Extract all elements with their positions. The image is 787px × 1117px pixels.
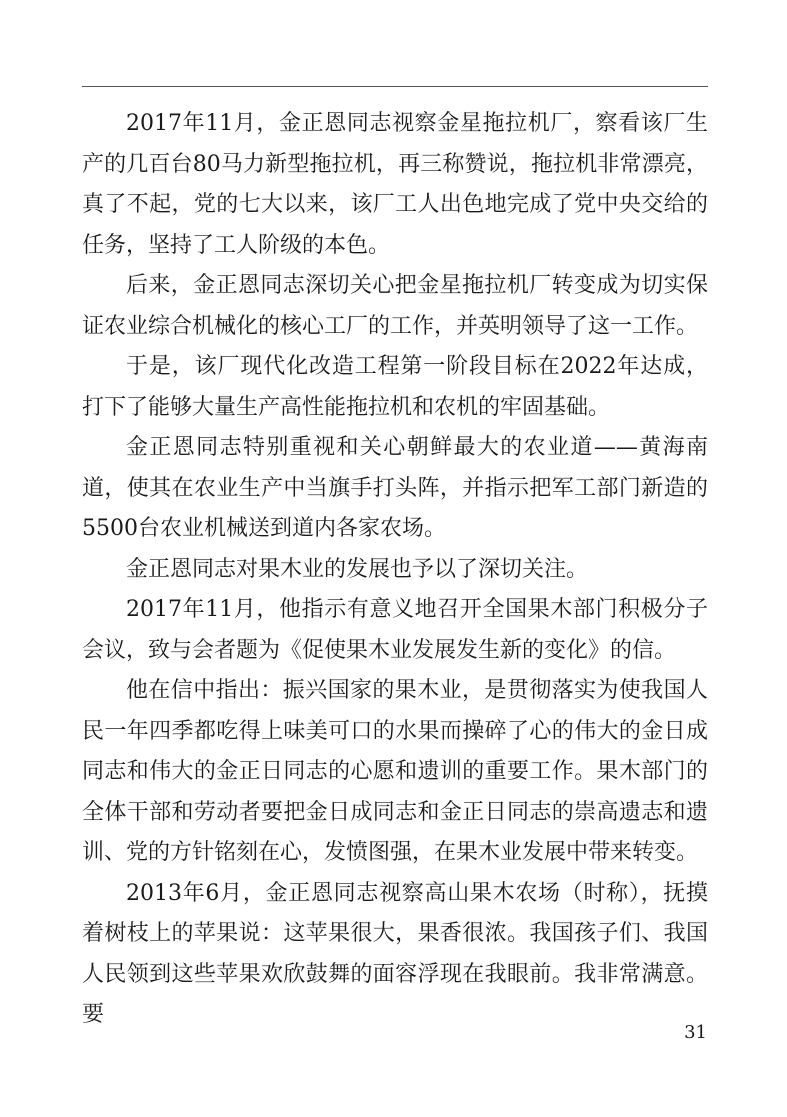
body-text <box>82 104 708 1036</box>
header-rule <box>82 86 708 87</box>
paragraph-2: 后来，金正恩同志深切关心把金星拖拉机厂转变成为切实保证农业综合机械化的核心工厂的工作，并英明领导了这一工作。 <box>82 273 708 339</box>
paragraph-6: 2017年11月，他指示有意义地召开全国果木部门积极分子会议，致与会者题为《促使果木业发展发生新的变化》的信。 <box>82 597 708 663</box>
paragraph-5: 金正恩同志对果木业的发展也予以了深切关注。 <box>126 556 589 582</box>
page-number: 31 <box>684 1022 707 1043</box>
paragraph-8: 2013年6月，金正恩同志视察高山果木农场（时称），抚摸着树枝上的苹果说：这苹果很大，果香很浓。我国孩子们、我国人民领到这些苹果欢欣鼓舞的面容浮现在我眼前。我非常满意。要 <box>82 880 708 1027</box>
paragraph-1: 2017年11月，金正恩同志视察金星拖拉机厂，察看该厂生产的几百台80马力新型拖拉机，再三称赞说，拖拉机非常漂亮，真了不起，党的七大以来，该厂工人出色地完成了党中央交给的任务，坚持了工人阶级的本色。 <box>82 111 708 258</box>
paragraph-4: 金正恩同志特别重视和关心朝鲜最大的农业道——黄海南道，使其在农业生产中当旗手打头阵，并指示把军工部门新造的5500台农业机械送到道内各家农场。 <box>82 435 708 541</box>
paragraph-3: 于是，该厂现代化改造工程第一阶段目标在2022年达成，打下了能够大量生产高性能拖拉机和农机的牢固基础。 <box>82 354 708 420</box>
paragraph-7: 他在信中指出：振兴国家的果木业，是贯彻落实为使我国人民一年四季都吃得上味美可口的水果而操碎了心的伟大的金日成同志和伟大的金正日同志的心愿和遗训的重要工作。果木部门的全体干部和劳动者要把金日成同志和金正日同志的崇高遗志和遗训、党的方针铭刻在心，发愤图强，在果木业发展中带来转变。 <box>82 678 708 865</box>
